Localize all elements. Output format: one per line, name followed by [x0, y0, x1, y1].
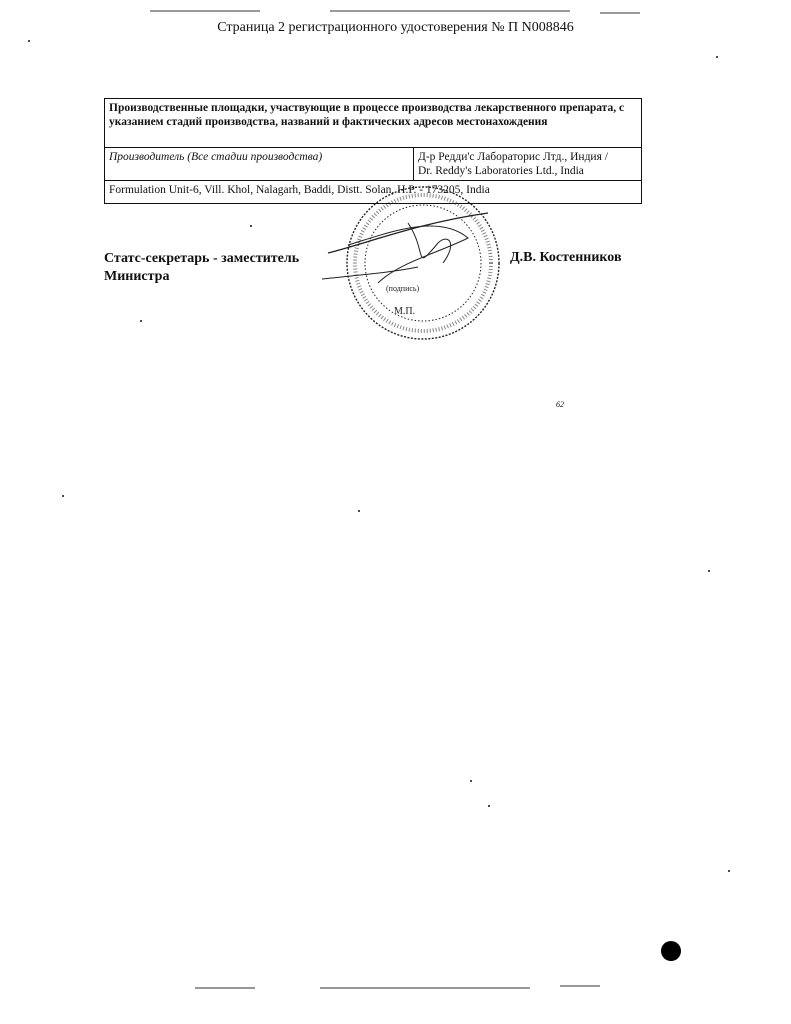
- seal-outer-ring: [347, 187, 499, 339]
- signatory-name: Д.В. Костенников: [510, 250, 622, 265]
- scan-artifact: [330, 10, 570, 12]
- manufacturer-name: [414, 148, 642, 181]
- scan-speck: [250, 225, 252, 227]
- scan-speck: [716, 56, 718, 58]
- manufacturer-name-en: Dr. Reddy's Laboratories Ltd., India: [418, 165, 584, 177]
- site-address: Formulation Unit-6, Vill. Khol, Nalagarh, Baddi, Distt. Solan, H.P. - 173205, India: [105, 181, 642, 204]
- signature-stroke: [328, 213, 488, 253]
- scan-speck: [488, 805, 490, 807]
- table-heading: Производственные площадки, участвующие в процессе производства лекарственного препарата, с указанием стадий производства, названий и фактических адресов местонахождения: [105, 99, 642, 148]
- scanner-dot-mark: [661, 941, 681, 961]
- scan-artifact: [560, 985, 600, 987]
- signature-stroke: [322, 267, 418, 279]
- scan-speck: [28, 40, 30, 42]
- scan-speck: [470, 780, 472, 782]
- seal-inner-ring: [365, 205, 481, 321]
- signature-stroke: [408, 223, 451, 263]
- margin-mark: 62: [556, 400, 564, 409]
- manufacturer-name-ru: Д-р Редди'с Лабораторис Лтд., Индия /: [418, 151, 608, 163]
- signature-caption: (подпись): [386, 284, 420, 293]
- official-seal-stamp: [318, 183, 508, 343]
- scan-speck: [358, 510, 360, 512]
- scan-artifact: [320, 987, 530, 989]
- scan-speck: [708, 570, 710, 572]
- page-header-title: Страница 2 регистрационного удостоверения № П N008846: [217, 20, 574, 35]
- scan-speck: [62, 495, 64, 497]
- table-row: [105, 148, 642, 181]
- scan-artifact: [600, 12, 640, 14]
- manufacturer-role: Производитель (Все стадии производства): [105, 148, 414, 181]
- signatory-title: Статс-секретарь - заместитель Министра: [104, 251, 300, 284]
- scan-speck: [728, 870, 730, 872]
- scan-artifact: [150, 10, 260, 12]
- scan-speck: [140, 320, 142, 322]
- table-row: [105, 99, 642, 148]
- scan-artifact: [195, 987, 255, 989]
- seal-caption: М.П.: [394, 306, 416, 317]
